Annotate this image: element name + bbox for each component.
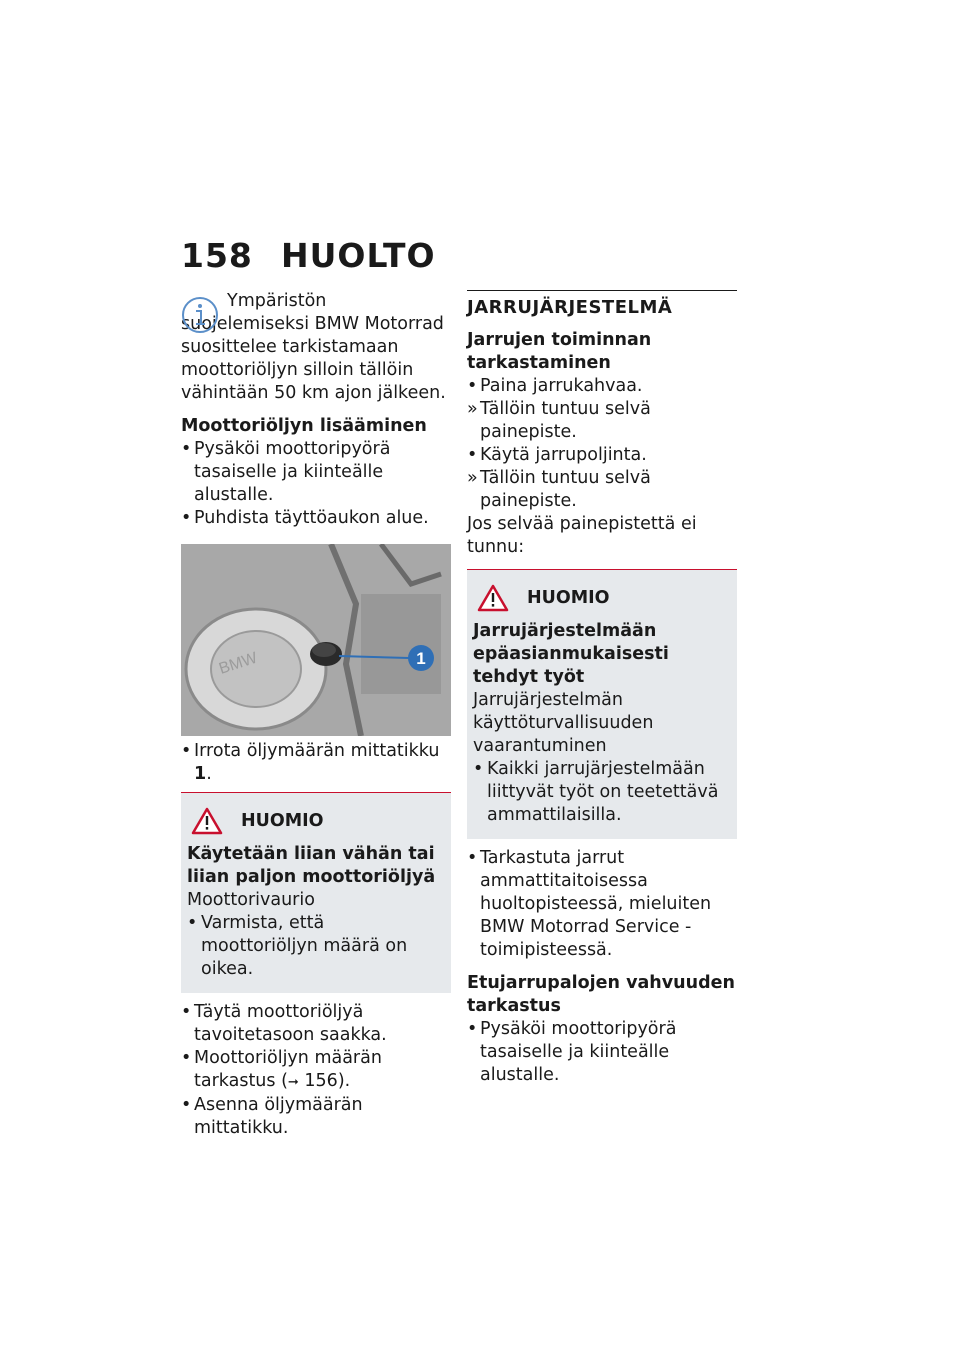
notice-consequence: Jarrujärjestelmän käyttöturvallisuuden vaarantuminen xyxy=(473,690,654,756)
notice-head xyxy=(187,807,445,835)
step: • Käytä jarrupoljinta. xyxy=(467,444,737,467)
page-ref-arrow-icon: ➞ xyxy=(287,1075,299,1090)
notice-action: • Varmista, että moottoriöljyn määrä on oikea. xyxy=(187,912,445,981)
step: • Irrota öljymäärän mittatikku 1. xyxy=(181,740,451,786)
notice-title: Jarrujärjestelmään epäasianmukaisesti tehdyt työt xyxy=(473,621,669,687)
warning-icon xyxy=(191,807,223,835)
notice-action: • Kaikki jarrujärjestelmään liittyvät työt on teetettävä ammattilaisilla. xyxy=(473,758,731,827)
page-title: HUOLTO xyxy=(281,236,436,275)
pads-heading: Etujarrupalojen vahvuuden tarkastus xyxy=(467,973,735,1016)
step: • Tarkastuta jarrut ammattitaitoisessa huoltopisteessä, mieluiten BMW Motorrad Service -toimipisteessä. xyxy=(467,847,737,962)
add-oil-heading: Moottoriöljyn lisääminen xyxy=(181,416,427,436)
right-column xyxy=(467,290,737,1087)
condition-text: Jos selvää painepistettä ei tunnu: xyxy=(467,514,697,557)
section-title: JARRUJÄRJESTELMÄ xyxy=(467,290,737,319)
result: » Tällöin tuntuu selvä painepiste. xyxy=(467,398,737,444)
notice-label: HUOMIO xyxy=(241,810,324,831)
photo-callout: 1 xyxy=(416,649,426,668)
page-ref[interactable]: 156 xyxy=(304,1071,338,1091)
step: • Asenna öljymäärän mittatikku. xyxy=(181,1094,451,1140)
step: • Puhdista täyttöaukon alue. xyxy=(181,507,451,530)
oil-filler-photo xyxy=(181,544,451,736)
warning-icon xyxy=(477,584,509,612)
notice-box xyxy=(467,569,737,839)
info-icon xyxy=(181,296,219,334)
notice-title: Käytetään liian vähän tai liian paljon moottoriöljyä xyxy=(187,844,436,887)
step: • Täytä moottoriöljyä tavoitetasoon saakka. xyxy=(181,1001,451,1047)
page-number: 158 xyxy=(181,236,253,275)
step: • Pysäköi moottoripyörä tasaiselle ja kiinteälle alustalle. xyxy=(467,1018,737,1087)
step: • Paina jarrukahvaa. xyxy=(467,375,737,398)
notice-head xyxy=(473,584,731,612)
page-header xyxy=(181,236,436,275)
step: • Moottoriöljyn määrän tarkastus (➞ 156). xyxy=(181,1047,451,1094)
notice-label: HUOMIO xyxy=(527,587,610,608)
function-heading: Jarrujen toiminnan tarkastaminen xyxy=(467,330,652,373)
notice-consequence: Moottorivaurio xyxy=(187,890,315,910)
left-column xyxy=(181,290,451,1140)
step: • Pysäköi moottoripyörä tasaiselle ja kiinteälle alustalle. xyxy=(181,438,451,507)
info-block xyxy=(181,290,451,405)
notice-box xyxy=(181,792,451,993)
result: » Tällöin tuntuu selvä painepiste. xyxy=(467,467,737,513)
photo-brand: BMW xyxy=(216,649,260,678)
engine-illustration xyxy=(181,544,451,736)
info-text: Ympäristön suojelemiseksi BMW Motorrad suosittelee tarkistamaan moottoriöljyn silloin tällöin vähintään 50 km ajon jälkeen. xyxy=(181,291,446,403)
